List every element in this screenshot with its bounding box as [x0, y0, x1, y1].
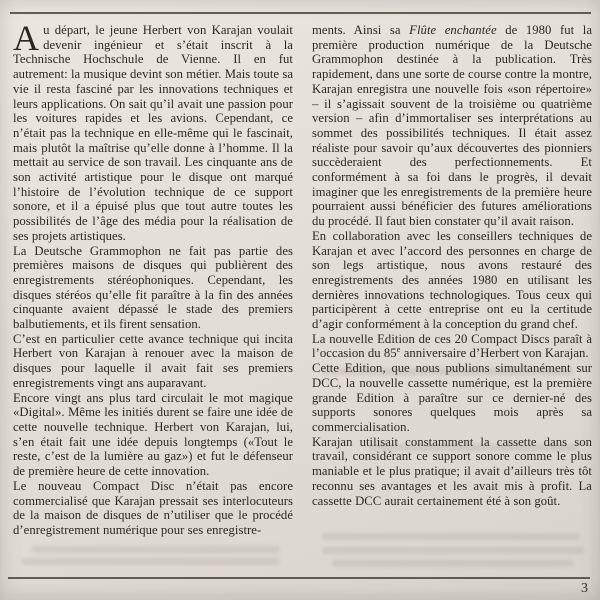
- paragraph-7: En collaboration avec les conseillers techniques de Karajan et avec l’accord des personnes en charge de son legs artistique, nous avons restauré des enregistrements des années 1980 en utilisant les dernières innovations technologiques. Tous ceux qui participèrent à cette entreprise ont eu la certitude d’agir conformément à la conception du grand chef.: [312, 228, 592, 332]
- ordinal-superscript: e: [396, 344, 401, 355]
- paragraph-5: Le nouveau Compact Disc n’était pas encore commercialisé que Karajan pressait ses interlocuteurs de la maison de disques de n’utiliser que le procédé d’enregistrement numérique pour ses enregistre-: [13, 478, 293, 537]
- paragraph-3: C’est en particulier cette avance technique qui incita Herbert von Karajan à renouer avec la maison de disques pour laquelle il avait fait ses premiers enregistrements vingt ans auparavant.: [13, 331, 293, 390]
- right-column: [312, 23, 592, 538]
- paragraph-6-text-end: de 1980 fut la première production numérique de la Deutsche Grammophon destinée à la publication. Très rapidement, dans une sorte de course contre la montre, Karajan enregistra une nouvelle fois «son répertoire» – il s’agissait souvent de la troisième ou quatrième version – afin d’immortaliser ses interprétations au sommet des possibilités techniques. Il était assez réaliste pour savoir qu’aux découvertes des pionniers succèderaient des perfectionnements. Et conformément à sa foi dans le progrès, il devait imaginer que les enregistrements de la première heure pourraient aussi bénéficier des futures améliorations du procédé. Il faut bien constater qu’il avait raison.: [312, 23, 593, 229]
- paragraph-8-text-start: La nouvelle Edition de ces 20 Compact Discs paraît à l’occasion du 85: [312, 331, 592, 361]
- paragraph-8-text-end: anniversaire d’Herbert von Karajan.: [400, 346, 589, 361]
- paragraph-10: Karajan utilisait constamment la cassette dans son travail, considérant ce support sonore comme le plus maniable et le plus pratique; il avait d’ailleurs très tôt reconnu ses avantages et les avait mis à profit. La cassette DCC aurait certainement été à son goût.: [312, 434, 592, 508]
- text-columns: [13, 18, 593, 538]
- paragraph-9: Cette Edition, que nous publions simultanément sur DCC, la nouvelle cassette numérique, est la première grande Edition à paraître sur ce dernier-né des supports sonores quelques mois après sa commercialisation.: [312, 361, 592, 434]
- paragraph-6: [312, 23, 592, 229]
- left-column: [13, 18, 294, 538]
- work-title-flute-enchantee: Flûte enchantée: [409, 23, 497, 37]
- paragraph-1: [13, 18, 294, 244]
- bleed-through-smudge: [22, 558, 280, 565]
- bleed-through-smudge: [322, 547, 584, 554]
- paragraph-4: Encore vingt ans plus tard circulait le mot magique «Digital». Même les initiés durent se faire une idée de cette nouvelle technique. Herbert von Karajan, lui, s’en était fait une idée depuis longtemps («Tout le reste, c’est de la lumière au gaz») et fut le défenseur de première heure de cette innovation.: [13, 390, 293, 479]
- paragraph-6-text-start: ments. Ainsi sa: [312, 23, 410, 37]
- top-rule: [10, 12, 591, 14]
- paragraph-2: La Deutsche Grammophon ne fait pas partie des premières maisons de disques qui publièrent des enregistrements stéréophoniques. Cependant, les disques stéréos qu’elle fit paraître à la fin des années cinquante avaient dépassé le stade des premiers balbutiements, et ils firent sensation.: [13, 243, 293, 332]
- bleed-through-smudge: [332, 560, 574, 567]
- bottom-rule: [8, 577, 590, 579]
- paragraph-1-text: u départ, le jeune Herbert von Karajan voulait devenir ingénieur et s’était inscrit à la Technische Hochschule de Vienne. Il en fut autrement: la musique devint son métier. Mais toute sa vie il resta fasciné par les innovations techniques et leurs applications. On sait qu’il avait une passion pour les voitures rapides et les avions. Cependant, ce n’était pas la technique en elle-même qui le fascinait, mais plutôt la maîtrise qu’elle donne à l’homme. Il la mettait au service de son travail. Les cinquante ans de son activité artistique pour le disque ont marqué l’histoire de l’évolution technique de ce support sonore, et il a épuisé plus que tout autre toutes les possibilités de l’âge des média pour la réalisation de ses projets artistiques.: [13, 23, 294, 243]
- page-number: 3: [581, 581, 588, 596]
- paragraph-8: [312, 332, 592, 361]
- bleed-through-smudge: [32, 546, 280, 553]
- drop-cap: A: [13, 18, 40, 58]
